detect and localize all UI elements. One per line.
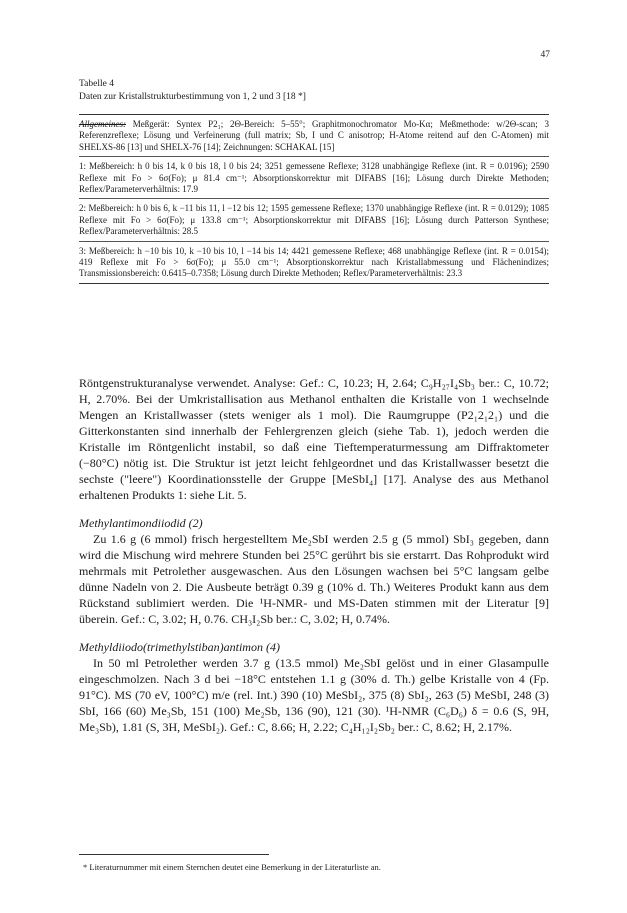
crystal-data-table [79, 114, 549, 284]
table-caption-text: Daten zur Kristallstrukturbestimmung von 1, 2 und 3 [18 *] [79, 92, 306, 102]
table-row-compound-3: 3: Meßbereich: h −10 bis 10, k −10 bis 10, l −14 bis 14; 4421 gemessene Reflexe; 468 unabhängige Reflexe (int. R = 0.0154); 419 Reflexe mit Fo > 6σ(Fo); μ 55.0 cm⁻¹; Absorptionskorrektur nach Kristallabmessung und Flächenindizes; Transmissionsbereich: 0.6415–0.7358; Lösung durch Direkte Methoden; Reflex/Parameterverhältnis: 23.3 [79, 241, 549, 284]
general-label: Allgemeines: [79, 119, 126, 129]
body-text [79, 375, 549, 735]
general-text: Meßgerät: Syntex P2₁; 2Θ-Bereich: 5–55°; Graphitmonochromator Mo-Kα; Meßmethode: w/2Θ-scan; 3 Referenzreflexe; Lösung und Verfeinerung (full matrix; Sb, I und C anisotrop; H-Atome reitend auf den C-Atomen) mit SHELXS-86 [13] und SHELX-76 [14]; Zeichnungen: SCHAKAL [15] [79, 119, 549, 152]
table-row-compound-1: 1: Meßbereich: h 0 bis 14, k 0 bis 18, l 0 bis 24; 3251 gemessene Reflexe; 3128 unabhängige Reflexe (int. R = 0.0196); 2590 Reflexe mit Fo > 6σ(Fo); μ 81.4 cm⁻¹; Absorptionskorrektur mit DIFABS [16]; Lösung durch Direkte Methoden; Reflex/Parameterverhältnis: 17.9 [79, 156, 549, 198]
table-caption-title: Tabelle 4 [79, 79, 114, 89]
paragraph-analysis: Röntgenstrukturanalyse verwendet. Analyse: Gef.: C, 10.23; H, 2.64; C₉H₂₇I₄Sb₃ ber.: C, 10.72; H, 2.70%. Bei der Umkristallisation aus Methanol enthalten die Kristalle von 1 wechselnde Mengen an Kristallwasser (stets weniger als 1 mol). Die Raumgruppe (P2₁2₁2₁) und die Gitterkonstanten sind innerhalb der Fehlergrenzen gleich (siehe Tab. 1), jedoch werden die Kristalle im Röntgenlicht instabil, so daß eine Tieftemperaturmessung am Diffraktometer (−80°C) nötig ist. Die Struktur ist jetzt leicht fehlgeordnet und das Kristallwasser besetzt die sechste ("leere") Koordinationsstelle der Gruppe [MeSbI₄] [17]. Analyse des aus Methanol erhaltenen Produkts 1: siehe Lit. 5. [79, 376, 549, 502]
table-row-general [79, 115, 549, 156]
footnote-divider [79, 854, 269, 855]
paragraph-compound-2: Zu 1.6 g (6 mmol) frisch hergestelltem Me₂SbI werden 2.5 g (5 mmol) SbI₃ gegeben, dann wird die Mischung wird mehrere Stunden bei 25°C gerührt bis sie erstarrt. Das Rohprodukt wird mehrmals mit Petrolether ausgewaschen. Aus den Lösungen wachsen bei 5°C langsam gelbe dünne Nadeln von 2. Die Ausbeute beträgt 0.39 g (10% d. Th.) Weiteres Produkt kann aus dem Rückstand sublimiert werden. Die ¹H-NMR- und MS-Daten stimmen mit der Literatur [9] überein. Gef.: C, 3.02; H, 0.76. CH₃I₂Sb ber.: C, 3.02; H, 0.74%. [79, 532, 549, 626]
table-caption [79, 78, 549, 104]
table-row-compound-2: 2: Meßbereich: h 0 bis 6, k −11 bis 11, l −12 bis 12; 1595 gemessene Reflexe; 1370 unabhängige Reflexe (int. R = 0.0129); 1085 Reflexe mit Fo > 6σ(Fo); μ 133.8 cm⁻¹; Absorptionskorrektur mit DIFABS [16]; Lösung durch Patterson Synthese; Reflex/Parameterverhältnis: 28.5 [79, 198, 549, 240]
heading-compound-4: Methyldiiodo(trimethylstiban)antimon (4) [79, 640, 280, 654]
heading-compound-2: Methylantimondiiodid (2) [79, 516, 203, 530]
footnote: * Literaturnummer mit einem Sternchen deutet eine Bemerkung in der Literaturliste an. [83, 862, 381, 872]
page-number: 47 [540, 50, 550, 60]
paragraph-compound-4: In 50 ml Petrolether werden 3.7 g (13.5 mmol) Me₂SbI gelöst und in einer Glasampulle eingeschmolzen. Nach 3 d bei −18°C entstehen 1.1 g (30% d. Th.) gelbe Kristalle von 4 (Fp. 91°C). MS (70 eV, 100°C) m/e (rel. Int.) 390 (10) MeSbI₂, 375 (8) SbI₂, 263 (5) MeSbI, 248 (3) SbI, 166 (60) Me₃Sb, 151 (100) Me₂Sb, 136 (90), 121 (30). ¹H-NMR (C₆D₆) δ = 0.6 (S, 9H, Me₃Sb), 1.81 (S, 3H, MeSbI₂). Gef.: C, 8.66; H, 2.22; C₄H₁₂I₂Sb₂ ber.: C, 8.62; H, 2.17%. [79, 656, 549, 734]
